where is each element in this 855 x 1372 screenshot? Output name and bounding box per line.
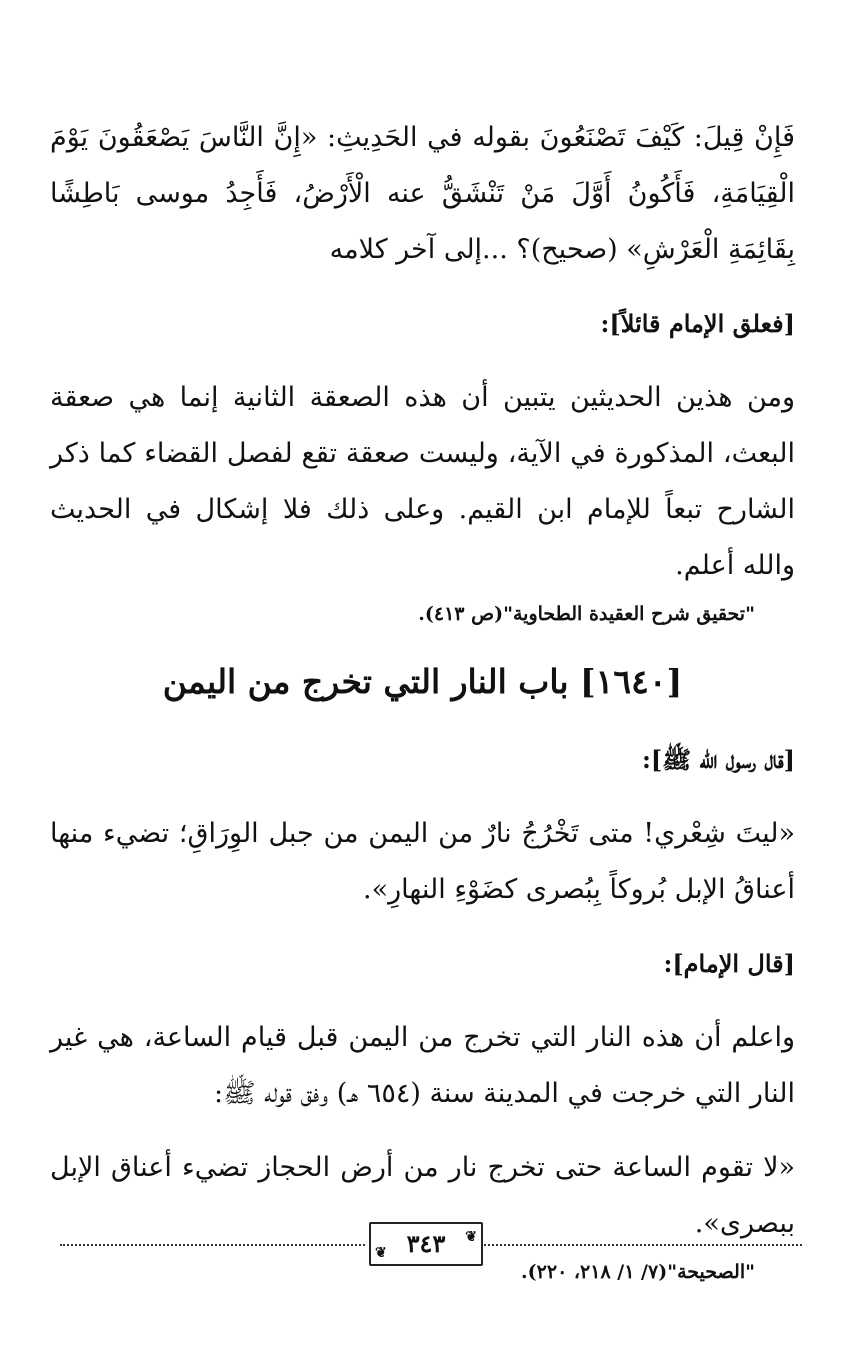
- page-body: [50, 110, 795, 1292]
- page-number-frame: [369, 1222, 483, 1266]
- corner-ornament-icon: ❦: [465, 1229, 477, 1245]
- page-footer: [60, 1222, 802, 1272]
- explanation-paragraph: واعلم أن هذه النار التي تخرج من اليمن قبل قيام الساعة، هي غير النار التي خرجت في المدينة سنة (٦٥٤ هـ) وفق قوله ﷺ:: [50, 1022, 795, 1109]
- commentary-paragraph: ومن هذين الحديثين يتبين أن هذه الصعقة الثانية إنما هي صعقة البعث، المذكورة في الآية، وليست صعقة تقع لفصل القضاء كما ذكر الشارح تبعاً للإمام ابن القيم. وعلى ذلك فلا إشكال في الحديث والله أعلم.: [50, 382, 795, 581]
- source-citation-1: "تحقيق شرح العقيدة الطحاوية"(ص ٤١٣).: [418, 603, 755, 625]
- hadith-text-1: «ليتَ شِعْري! متى تَخْرُجُ نارٌ من اليمن من جبل الوِرَاقِ؛ تضيء منها أعناقُ الإبل بُروكاً بِبُصرى كضَوْءِ النهارِ».: [50, 818, 795, 905]
- corner-ornament-icon: ❦: [375, 1245, 387, 1261]
- prophet-saying-label: [قال رسول الله ﷺ]:: [641, 745, 795, 774]
- hadith-text-2: «لا تقوم الساعة حتى تخرج نار من أرض الحجاز تضيء أعناق الإبل ببصرى».: [50, 1152, 795, 1239]
- imam-comment-label: [فعلق الإمام قائلاً]:: [600, 309, 795, 338]
- question-paragraph: فَإِنْ قِيلَ: كَيْفَ تَصْنَعُونَ بقوله في الحَدِيثِ: «إِنَّ النَّاسَ يَصْعَقُونَ يَوْمَ الْقِيَامَةِ، فَأَكُونُ أَوَّلَ مَنْ تَنْشَقُّ عنه الْأَرْضُ، فَأَجِدُ موسى بَاطِشًا بِقَائِمَةِ الْعَرْشِ» (صحيح)؟ ...إلى آخر كلامه: [50, 122, 795, 265]
- footer-dotted-line-left: [60, 1244, 365, 1246]
- source-citation-2: "الصحيحة"(٧/ ١/ ٢١٨، ٢٢٠).: [521, 1261, 755, 1283]
- chapter-title: [١٦٤٠] باب النار التي تخرج من اليمن: [162, 662, 683, 701]
- footer-dotted-line-right: [484, 1244, 802, 1246]
- page-number: ٣٤٣: [406, 1229, 446, 1258]
- imam-saying-label: [قال الإمام]:: [663, 949, 795, 978]
